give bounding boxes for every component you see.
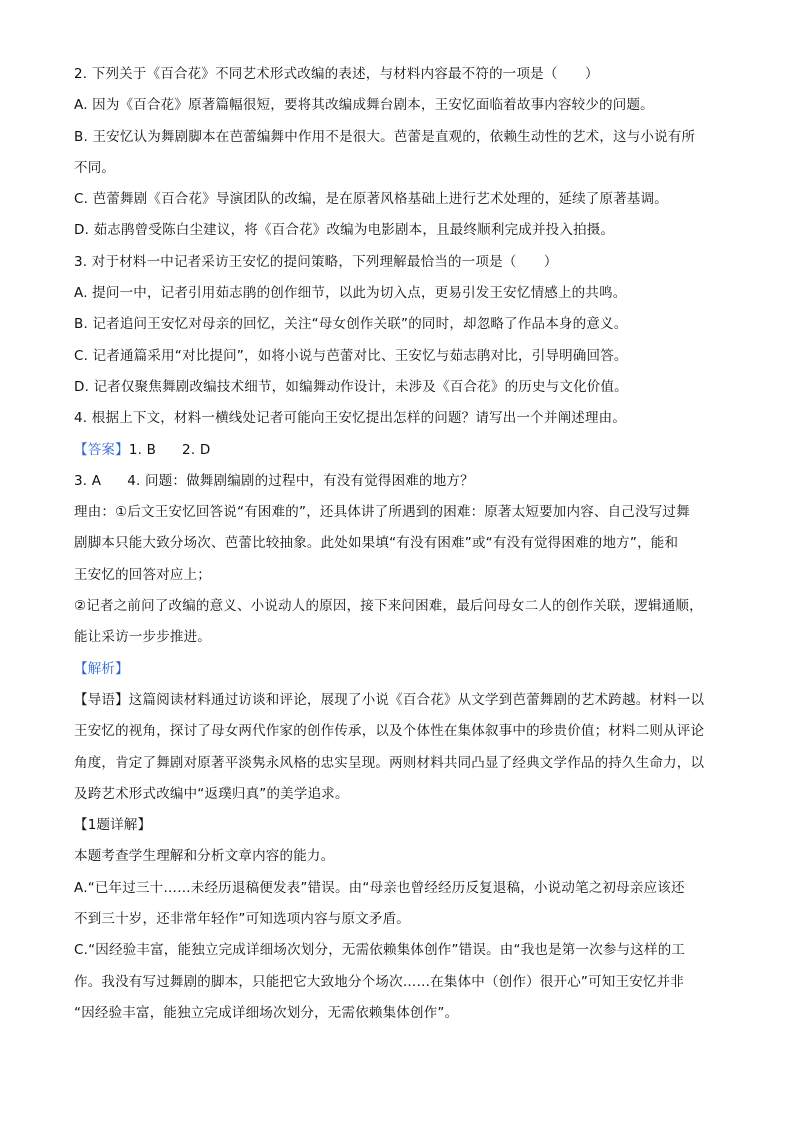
question-3-option-d: D. 记者仅聚焦舞剧改编技术细节，如编舞动作设计，未涉及《百合花》的历史与文化价值。 [74,378,628,395]
answer-tag: 【答案】 [74,441,129,458]
answer-reason-line5: 能让采访一步步推进。 [74,629,211,646]
answer-4: 4. 问题：做舞剧编剧的过程中，有没有觉得困难的地方？ [127,472,474,489]
guide-line2: 王安忆的视角，探讨了母女两代作家的创作传承，以及个体性在集体叙事中的珍贵价值；材料二则从评论 [74,723,705,740]
answer-reason-line4: ②记者之前问了改编的意义、小说动人的原因，接下来问困难，最后问母女二人的创作关联，逻辑通顺， [74,598,703,615]
q1-detail-c-line2: 作。我没有写过舞剧的脚本，只能把它大致地分个场次……在集体中（创作）很开心”可知王安忆并非 [74,973,684,990]
answer-row-2 [74,471,720,492]
answer-reason-line2: 剧脚本只能大致分场次、芭蕾比较抽象。此处如果填“有没有困难”或“有没有觉得困难的地方”，能和 [74,535,679,552]
question-2-option-a: A. 因为《百合花》原著篇幅很短，要将其改编成舞台剧本，王安忆面临着故事内容较少的问题。 [74,97,654,114]
answer-row-1 [74,440,720,461]
question-4-stem: 4. 根据上下文，材料一横线处记者可能向王安忆提出怎样的问题？请写出一个并阐述理由。 [74,410,627,427]
question-3-option-b: B. 记者追问王安忆对母亲的回忆，关注“母女创作关联”的同时，却忽略了作品本身的意义。 [74,316,628,333]
q1-detail-a-line1: A.“已年过三十……未经历退稿便发表”错误。由“母亲也曾经经历反复退稿，小说动笔之初母亲应该还 [74,879,685,896]
analysis-tag: 【解析】 [74,660,129,677]
question-2-option-b-line2: 不同。 [74,159,116,176]
q1-detail-c-line3: “因经验丰富，能独立完成详细场次划分，无需依赖集体创作”。 [74,1004,459,1021]
answer-1: 1. B [128,441,157,458]
q1-detail-tag: 【1题详解】 [74,817,152,834]
question-2-stem: 2. 下列关于《百合花》不同艺术形式改编的表述，与材料内容最不符的一项是（ ） [74,66,599,82]
question-3-stem: 3. 对于材料一中记者采访王安忆的提问策略，下列理解最恰当的一项是（ ） [74,253,558,270]
question-3-option-a: A. 提问一中，记者引用茹志鹃的创作细节，以此为切入点，更易引发王安忆情感上的共鸣。 [74,285,627,302]
q1-detail-a-line2: 不到三十岁，还非常年轻作”可知选项内容与原文矛盾。 [74,911,410,928]
answer-3: 3. A [74,472,102,489]
guide-line3: 角度，肯定了舞剧对原著平淡隽永风格的忠实呈现。两则材料共同凸显了经典文学作品的持久生命力，以 [74,754,705,771]
q1-detail-intro: 本题考查学生理解和分析文章内容的能力。 [74,848,335,865]
q1-detail-c-line1: C.“因经验丰富，能独立完成详细场次划分，无需依赖集体创作”错误。由“我也是第一次参与这样的工 [74,942,686,959]
guide-line1: 【导语】这篇阅读材料通过访谈和评论，展现了小说《百合花》从文学到芭蕾舞剧的艺术跨越。材料一以 [74,691,705,708]
document-page [74,64,720,1034]
answer-2: 2. D [182,441,211,458]
question-2-option-c: C. 芭蕾舞剧《百合花》导演团队的改编，是在原著风格基础上进行艺术处理的，延续了原著基调。 [74,191,669,208]
answer-reason-line1: 理由：①后文王安忆回答说“有困难的”，还具体讲了所遇到的困难：原著太短要加内容、自己没写过舞 [74,504,690,521]
answer-reason-line3: 王安忆的回答对应上； [74,566,211,583]
question-2-option-d: D. 茹志鹃曾受陈白尘建议，将《百合花》改编为电影剧本，且最终顺利完成并投入拍摄。 [74,222,615,239]
question-3-option-c: C. 记者通篇采用“对比提问”，如将小说与芭蕾对比、王安忆与茹志鹃对比，引导明确回答。 [74,347,628,364]
guide-line4: 及跨艺术形式改编中“返璞归真”的美学追求。 [74,785,349,802]
question-2-option-b-line1: B. 王安忆认为舞剧脚本在芭蕾编舞中作用不是很大。芭蕾是直观的，依赖生动性的艺术，这与小说有所 [74,128,696,145]
